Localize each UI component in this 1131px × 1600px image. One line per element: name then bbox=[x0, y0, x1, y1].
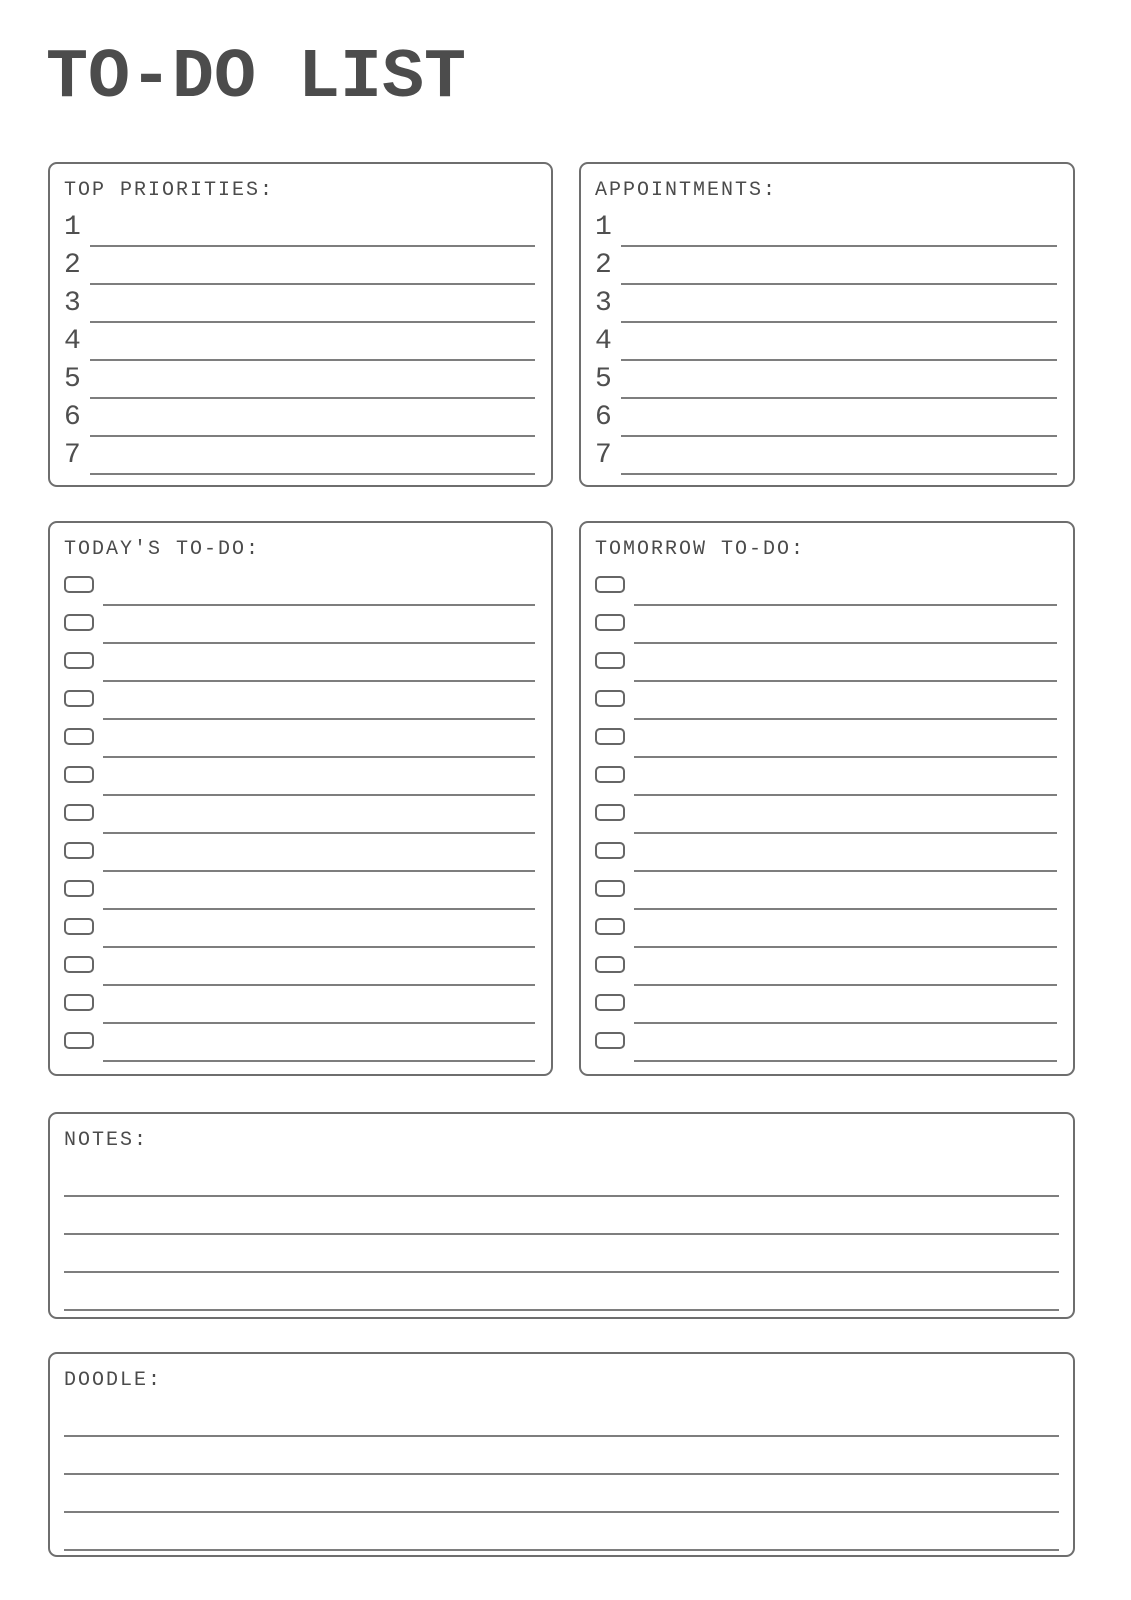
ruled-line[interactable] bbox=[64, 1235, 1059, 1273]
todo-row bbox=[595, 644, 1059, 682]
entry-line[interactable] bbox=[621, 247, 1057, 285]
entry-line[interactable] bbox=[621, 399, 1057, 437]
doodle-label: DOODLE: bbox=[64, 1369, 163, 1392]
todo-row bbox=[595, 606, 1059, 644]
todo-checkbox[interactable] bbox=[64, 994, 94, 1011]
ruled-line[interactable] bbox=[64, 1273, 1059, 1311]
appointment-row bbox=[595, 323, 1059, 361]
todo-row bbox=[595, 796, 1059, 834]
todo-checkbox[interactable] bbox=[64, 614, 94, 631]
entry-line[interactable] bbox=[621, 209, 1057, 247]
todo-checkbox[interactable] bbox=[595, 994, 625, 1011]
row-number: 7 bbox=[595, 440, 612, 471]
ruled-line[interactable] bbox=[64, 1197, 1059, 1235]
entry-line[interactable] bbox=[90, 399, 535, 437]
appointment-row bbox=[595, 361, 1059, 399]
todo-checkbox[interactable] bbox=[64, 880, 94, 897]
todo-row bbox=[64, 872, 537, 910]
section-todays-todo bbox=[48, 521, 553, 1076]
todo-checkbox[interactable] bbox=[595, 804, 625, 821]
sections-grid bbox=[48, 162, 1075, 1076]
todo-row bbox=[595, 948, 1059, 986]
row-number: 6 bbox=[595, 402, 612, 433]
priority-row bbox=[64, 247, 537, 285]
ruled-line[interactable] bbox=[64, 1475, 1059, 1513]
priority-row bbox=[64, 361, 537, 399]
entry-line[interactable] bbox=[103, 1060, 535, 1062]
row-number: 7 bbox=[64, 440, 81, 471]
todo-checkbox[interactable] bbox=[595, 652, 625, 669]
todo-row bbox=[64, 1024, 537, 1062]
row-number: 3 bbox=[64, 288, 81, 319]
todo-row bbox=[595, 986, 1059, 1024]
todo-row bbox=[595, 720, 1059, 758]
todo-checkbox[interactable] bbox=[595, 918, 625, 935]
content-area bbox=[48, 162, 1075, 1557]
section-appointments bbox=[579, 162, 1075, 487]
section-tomorrow-todo bbox=[579, 521, 1075, 1076]
todo-row bbox=[64, 682, 537, 720]
row-number: 2 bbox=[595, 250, 612, 281]
row-number: 5 bbox=[595, 364, 612, 395]
todo-row bbox=[64, 910, 537, 948]
ruled-line[interactable] bbox=[64, 1159, 1059, 1197]
appointments-label: APPOINTMENTS: bbox=[595, 179, 778, 202]
entry-line[interactable] bbox=[621, 437, 1057, 475]
entry-line[interactable] bbox=[621, 285, 1057, 323]
todo-checkbox[interactable] bbox=[595, 842, 625, 859]
ruled-line[interactable] bbox=[64, 1437, 1059, 1475]
tomorrow-todo-label: TOMORROW TO-DO: bbox=[595, 538, 806, 561]
todo-checkbox[interactable] bbox=[64, 690, 94, 707]
todo-checkbox[interactable] bbox=[595, 690, 625, 707]
entry-line[interactable] bbox=[621, 361, 1057, 399]
todo-checkbox[interactable] bbox=[64, 728, 94, 745]
row-number: 5 bbox=[64, 364, 81, 395]
entry-line[interactable] bbox=[634, 1060, 1057, 1062]
entry-line[interactable] bbox=[90, 437, 535, 475]
row-number: 1 bbox=[64, 212, 81, 243]
appointment-row bbox=[595, 209, 1059, 247]
todo-row bbox=[595, 1024, 1059, 1062]
todo-row bbox=[595, 872, 1059, 910]
row-number: 3 bbox=[595, 288, 612, 319]
section-notes bbox=[48, 1112, 1075, 1319]
priority-row bbox=[64, 285, 537, 323]
todo-row bbox=[595, 758, 1059, 796]
todo-row bbox=[595, 682, 1059, 720]
row-number: 6 bbox=[64, 402, 81, 433]
entry-line[interactable] bbox=[90, 285, 535, 323]
todo-row bbox=[64, 568, 537, 606]
entry-line[interactable] bbox=[90, 247, 535, 285]
todo-checkbox[interactable] bbox=[64, 918, 94, 935]
priority-row bbox=[64, 209, 537, 247]
appointment-row bbox=[595, 247, 1059, 285]
todo-row bbox=[595, 910, 1059, 948]
todo-row bbox=[595, 568, 1059, 606]
row-number: 4 bbox=[595, 326, 612, 357]
todo-checkbox[interactable] bbox=[595, 576, 625, 593]
todo-checkbox[interactable] bbox=[595, 956, 625, 973]
entry-line[interactable] bbox=[90, 323, 535, 361]
ruled-line[interactable] bbox=[64, 1399, 1059, 1437]
todo-checkbox[interactable] bbox=[64, 652, 94, 669]
todo-checkbox[interactable] bbox=[64, 804, 94, 821]
todo-checkbox[interactable] bbox=[595, 728, 625, 745]
todo-checkbox[interactable] bbox=[64, 576, 94, 593]
doodle-lines bbox=[64, 1399, 1059, 1551]
row-number: 1 bbox=[595, 212, 612, 243]
entry-line[interactable] bbox=[621, 323, 1057, 361]
todo-checkbox[interactable] bbox=[64, 1032, 94, 1049]
todo-row bbox=[64, 948, 537, 986]
top-priorities-label: TOP PRIORITIES: bbox=[64, 179, 275, 202]
todays-todo-rows bbox=[64, 568, 537, 1062]
todo-row bbox=[64, 834, 537, 872]
priority-row bbox=[64, 437, 537, 475]
todo-checkbox[interactable] bbox=[64, 766, 94, 783]
todo-row bbox=[64, 986, 537, 1024]
todo-checkbox[interactable] bbox=[595, 880, 625, 897]
appointments-rows bbox=[595, 209, 1059, 475]
todo-checkbox[interactable] bbox=[595, 1032, 625, 1049]
page-title: TO-DO LIST bbox=[46, 39, 467, 118]
todo-checkbox[interactable] bbox=[595, 614, 625, 631]
entry-line[interactable] bbox=[90, 361, 535, 399]
todo-row bbox=[64, 758, 537, 796]
appointment-row bbox=[595, 399, 1059, 437]
entry-line[interactable] bbox=[90, 209, 535, 247]
tomorrow-todo-rows bbox=[595, 568, 1059, 1062]
todays-todo-label: TODAY'S TO-DO: bbox=[64, 538, 261, 561]
todo-row bbox=[64, 606, 537, 644]
appointment-row bbox=[595, 437, 1059, 475]
todo-checkbox[interactable] bbox=[64, 842, 94, 859]
todo-row bbox=[64, 796, 537, 834]
todo-checkbox[interactable] bbox=[64, 956, 94, 973]
priority-row bbox=[64, 399, 537, 437]
section-top-priorities bbox=[48, 162, 553, 487]
todo-row bbox=[64, 644, 537, 682]
appointment-row bbox=[595, 285, 1059, 323]
priority-row bbox=[64, 323, 537, 361]
top-priorities-rows bbox=[64, 209, 537, 475]
section-doodle bbox=[48, 1352, 1075, 1557]
notes-lines bbox=[64, 1159, 1059, 1311]
notes-label: NOTES: bbox=[64, 1129, 149, 1152]
row-number: 2 bbox=[64, 250, 81, 281]
ruled-line[interactable] bbox=[64, 1513, 1059, 1551]
todo-row bbox=[595, 834, 1059, 872]
todo-checkbox[interactable] bbox=[595, 766, 625, 783]
todo-row bbox=[64, 720, 537, 758]
row-number: 4 bbox=[64, 326, 81, 357]
